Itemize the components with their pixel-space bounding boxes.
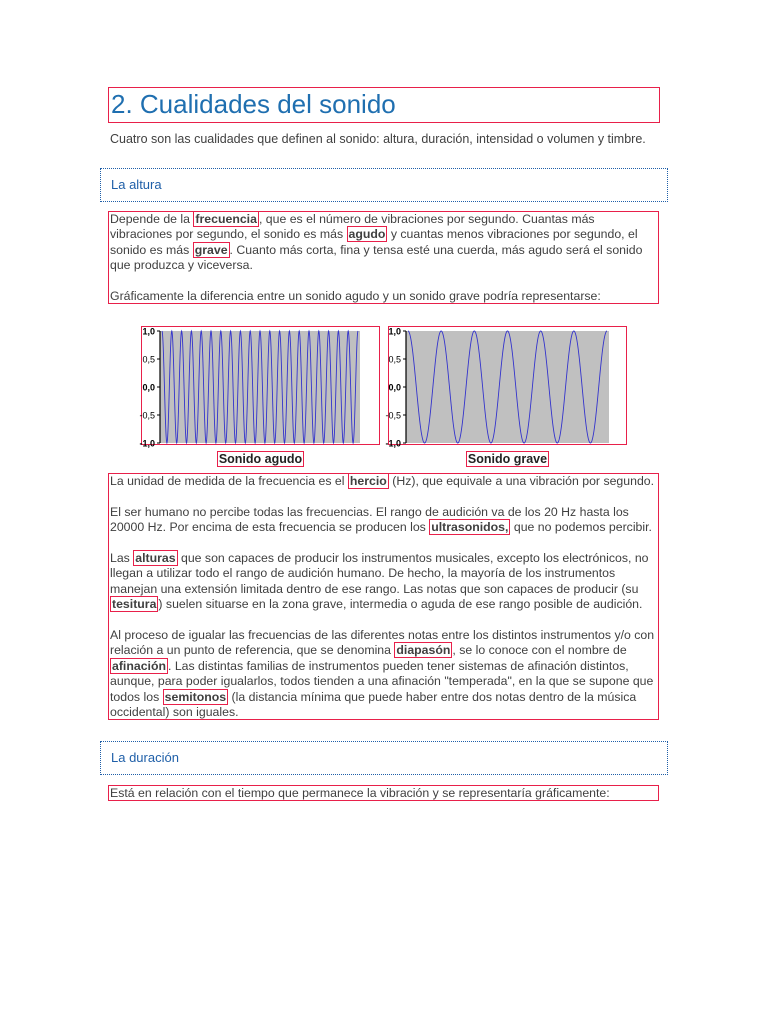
altura-text-block [108,211,659,304]
keyword-semitonos: semitonos [164,689,227,704]
y-tick-label: 0,5 [388,354,401,365]
y-tick-label: 0,0 [142,382,155,393]
keyword-diapason: diapasón [396,643,451,658]
chart-grave-caption-wrap [388,452,627,468]
chart-grave [385,326,626,449]
intro-text: Cuatro son las cualidades que definen al sonido: altura, duración, intensidad o volumen y timbre. [110,132,646,146]
chart-agudo-caption-wrap [141,452,380,468]
section-title-altura: La altura [111,177,162,192]
keyword-hercio: hercio [349,474,387,488]
chart-agudo-frame [139,326,380,449]
freq-paragraph-1: La unidad de medida de la frecuencia es el hercio (Hz), que equivale a una vibración por segundo. [110,474,655,488]
y-tick-label: -0,5 [385,410,401,421]
section-title-duracion: La duración [111,750,179,765]
keyword-grave: grave [194,242,228,257]
section-header-altura [100,168,668,202]
y-tick-label: 0,0 [388,382,401,393]
keyword-alturas: alturas [135,551,176,565]
altura-paragraph-2: Gráficamente la diferencia entre un sonido agudo y un sonido grave podría representarse: [110,289,601,304]
duracion-text-block [108,785,659,801]
page-title-box [108,87,660,123]
y-tick-label: -1,0 [385,438,401,449]
keyword-tesitura: tesitura [112,597,157,612]
y-tick-label: 0,5 [142,354,155,365]
altura-paragraph-1: Depende de la frecuencia , que es el número de vibraciones por segundo. Cuantas más vibraciones por segundo, el sonido es más agudo y cuantas menos vibraciones por segundo, el sonido es más grave . Cuanto más corta, fina y tensa esté una cuerda, más agudo será el sonido que produzca y viceversa. [110,212,643,273]
keyword-frecuencia: frecuencia [195,212,257,226]
chart-grave-frame [385,326,627,449]
freq-paragraph-2: El ser humano no percibe todas las frecuencias. El rango de audición va de los 20 Hz hasta los 20000 Hz. Por encima de esta frecuencia se producen los ultrasonidos, que no podemos percibir. [110,504,652,535]
chart-agudo-caption: Sonido agudo [218,452,303,466]
section-header-duracion [100,741,668,775]
frecuencia-text-block [108,473,659,720]
chart-grave-caption: Sonido grave [467,452,548,466]
y-tick-label: 1,0 [142,326,155,337]
y-tick-label: 1,0 [388,326,401,337]
y-tick-label: -1,0 [139,438,155,449]
page-title: 2. Cualidades del sonido [111,89,396,119]
chart-agudo [139,326,379,449]
duracion-paragraph-1: Está en relación con el tiempo que permanece la vibración y se representaría gráficamente: [110,786,610,800]
freq-paragraph-4: Al proceso de igualar las frecuencias de las diferentes notas entre los distintos instrumentos y/o con relación a un punto de referencia, que se denomina diapasón , se lo conoce con el nombre de afinación . Las distintas familias de instrumentos pueden tener sistemas de afinación distintos, aunque, para poder igualarlos, todos tienden a una afinación "temperada", en la que se supone que todos los semitonos (la distancia mínima que puede haber entre dos notas dentro de la música occidental) son iguales. [110,628,655,720]
freq-paragraph-3: Las alturas que son capaces de producir los instrumentos musicales, excepto los electrónicos, no llegan a utilizar todo el rango de audición humano. De hecho, la mayoría de los instrumentos manejan una extensión limitada dentro de ese rango. Las notas que son capaces de producir (su tesitura ) suelen situarse en la zona grave, intermedia o aguda de ese rango posible de audición. [110,551,649,612]
keyword-agudo: agudo [348,227,386,242]
plot-area [406,331,609,443]
keyword-afinacion: afinación [112,658,166,673]
y-tick-label: -0,5 [139,410,155,421]
keyword-ultrasonidos: ultrasonidos, [431,520,509,535]
